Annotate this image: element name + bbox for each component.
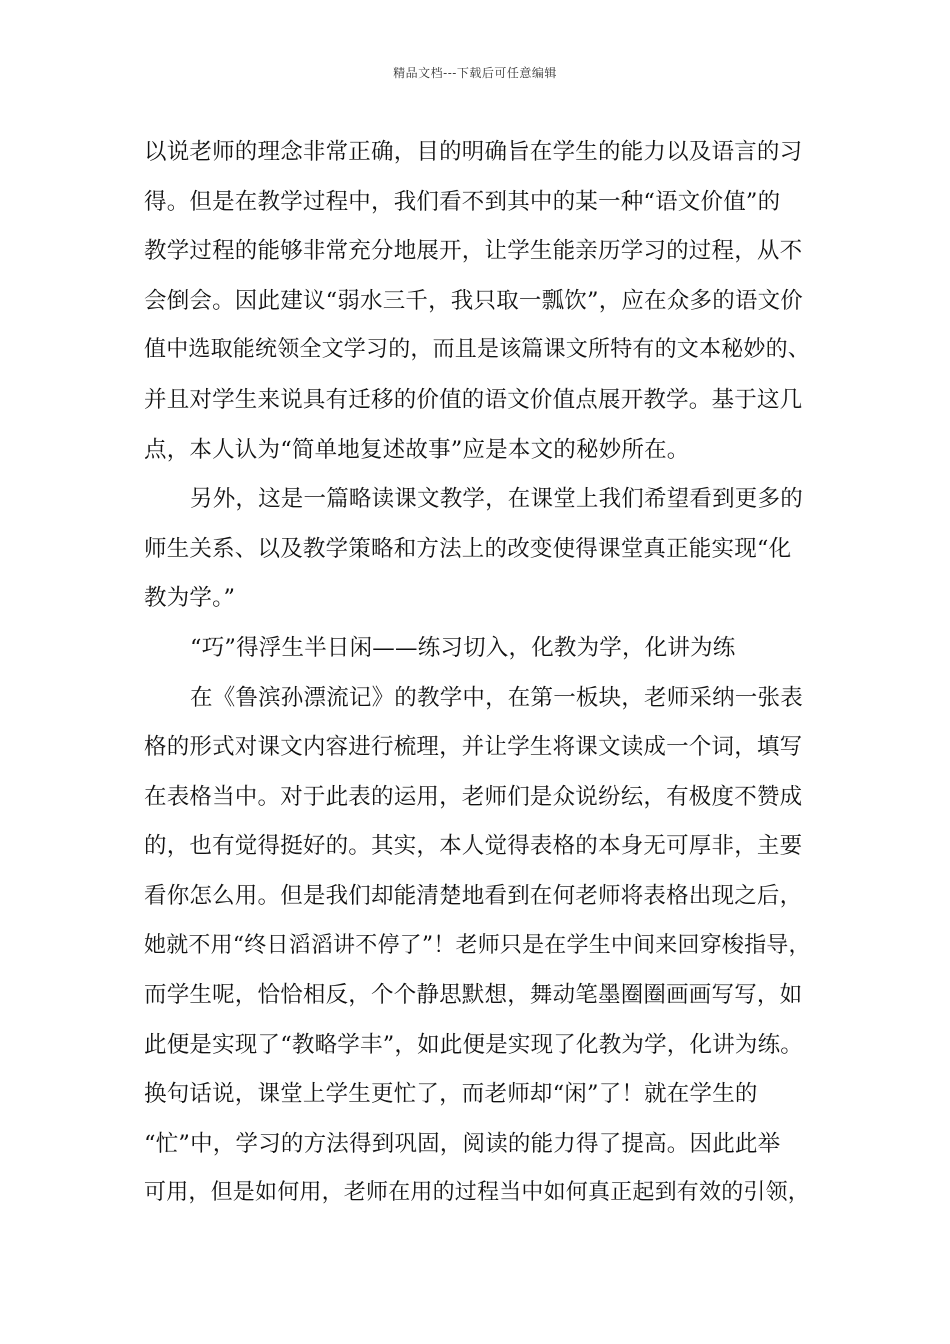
section-heading: “巧”得浮生半日闲——练习切入，化教为学，化讲为练 bbox=[190, 634, 736, 661]
text-line: 值中选取能统领全文学习的，而且是该篇课文所特有的文本秘妙的、 bbox=[144, 337, 811, 363]
paragraph-start-line: 在《鲁滨孙漂流记》的教学中，在第一板块，老师采纳一张表 bbox=[190, 684, 803, 711]
text-line: 可用，但是如何用，老师在用的过程当中如何真正起到有效的引领， bbox=[144, 1180, 811, 1206]
text-line: 此便是实现了“教略学丰”，如此便是实现了化教为学，化讲为练。 bbox=[144, 1031, 804, 1058]
text-line: 看你怎么用。但是我们却能清楚地看到在何老师将表格出现之后， bbox=[144, 882, 803, 909]
text-line: 得。但是在教学过程中，我们看不到其中的某一种“语文价值”的 bbox=[144, 188, 781, 215]
page-header: 精品文档---下载后可任意编辑 bbox=[393, 66, 557, 80]
text-line: 师生关系、以及教学策略和方法上的改变使得课堂真正能实现“化 bbox=[144, 535, 792, 562]
text-line: 她就不用“终日滔滔讲不停了”！老师只是在学生中间来回穿梭指导， bbox=[144, 932, 811, 958]
text-line: 在表格当中。对于此表的运用，老师们是众说纷纭，有极度不赞成 bbox=[144, 783, 803, 810]
text-line: 格的形式对课文内容进行梳理，并让学生将课文读成一个词，填写 bbox=[144, 734, 803, 761]
text-line: 教学过程的能够非常充分地展开，让学生能亲历学习的过程，从不 bbox=[144, 238, 803, 265]
paragraph-start-line: 另外，这是一篇略读课文教学，在课堂上我们希望看到更多的 bbox=[190, 486, 803, 513]
text-line: “忙”中，学习的方法得到巩固，阅读的能力得了提高。因此此举 bbox=[144, 1130, 781, 1157]
document-body bbox=[144, 130, 824, 1221]
text-line: 并且对学生来说具有迁移的价值的语文价值点展开教学。基于这几 bbox=[144, 386, 803, 413]
text-line: 以说老师的理念非常正确，目的明确旨在学生的能力以及语言的习 bbox=[144, 139, 803, 165]
text-line: 而学生呢，恰恰相反，个个静思默想，舞动笔墨圈圈画画写写，如 bbox=[144, 982, 803, 1009]
text-line: 的，也有觉得挺好的。其实，本人觉得表格的本身无可厚非，主要 bbox=[144, 833, 803, 860]
text-line: 教为学。” bbox=[144, 585, 236, 612]
text-line: 换句话说，课堂上学生更忙了，而老师却“闲”了！就在学生的 bbox=[144, 1081, 758, 1108]
text-line: 会倒会。因此建议“弱水三千，我只取一瓢饮”，应在众多的语文价 bbox=[144, 287, 804, 314]
text-line: 点，本人认为“简单地复述故事”应是本文的秘妙所在。 bbox=[144, 436, 690, 463]
